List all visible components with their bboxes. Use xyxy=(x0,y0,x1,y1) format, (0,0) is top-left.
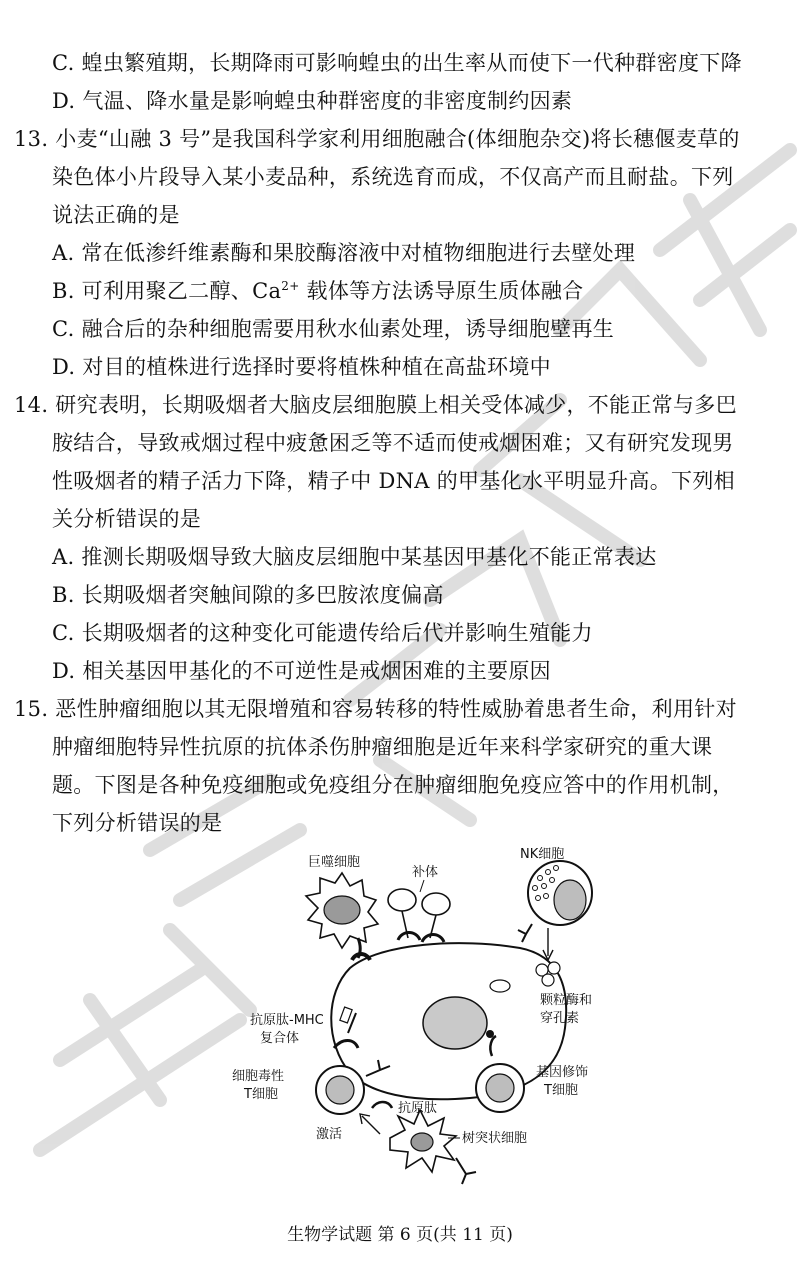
label-modified-t-1: 基因修饰 xyxy=(536,1065,589,1080)
page-footer: 生物学试题 第 6 页(共 11 页) xyxy=(287,1225,513,1245)
label-activate: 激活 xyxy=(316,1127,343,1142)
dendritic-cell xyxy=(390,1110,476,1184)
q14-stem-line4: 关分析错误的是 xyxy=(52,507,202,531)
q15-stem-line4: 下列分析错误的是 xyxy=(52,811,223,835)
label-cytotoxic-t-2: T细胞 xyxy=(244,1087,278,1102)
label-mhc-2: 复合体 xyxy=(260,1031,300,1046)
q13-option-d: D. 对目的植株进行选择时要将植株种植在高盐环境中 xyxy=(52,355,551,379)
q13-option-b-superscript: 2+ xyxy=(281,279,300,293)
label-mhc-1: 抗原肽-MHC xyxy=(250,1013,324,1028)
q14-stem-line1: 14. 研究表明，长期吸烟者大脑皮层细胞膜上相关受体减少，不能正常与多巴 xyxy=(14,393,737,417)
complement-molecules xyxy=(388,889,450,942)
label-nk-cell: NK细胞 xyxy=(520,847,565,862)
q13-stem-line3: 说法正确的是 xyxy=(52,203,180,227)
q14-stem-line2: 胺结合，导致戒烟过程中疲惫困乏等不适而使戒烟困难；又有研究发现男 xyxy=(52,431,734,455)
q14-option-b: B. 长期吸烟者突触间隙的多巴胺浓度偏高 xyxy=(52,583,444,607)
antigen-peptide-binding xyxy=(372,1102,392,1108)
q13-option-b-text-end: 载体等方法诱导原生质体融合 xyxy=(299,279,584,303)
q15-stem-line1: 15. 恶性肿瘤细胞以其无限增殖和容易转移的特性威胁着患者生命，利用针对 xyxy=(14,697,737,721)
label-cytotoxic-t-1: 细胞毒性 xyxy=(232,1069,285,1084)
q13-stem-line1: 13. 小麦“山融 3 号”是我国科学家利用细胞融合(体细胞杂交)将长穗偃麦草的 xyxy=(14,127,740,151)
immune-mechanism-diagram xyxy=(230,838,790,1213)
q14-option-d: D. 相关基因甲基化的不可逆性是戒烟困难的主要原因 xyxy=(52,659,551,683)
label-antigen-peptide: 抗原肽 xyxy=(398,1101,438,1116)
q15-stem-line3: 题。下图是各种免疫细胞或免疫组分在肿瘤细胞免疫应答中的作用机制， xyxy=(52,773,734,797)
q14-option-c: C. 长期吸烟者的这种变化可能遗传给后代并影响生殖能力 xyxy=(52,621,593,645)
label-modified-t-2: T细胞 xyxy=(544,1083,578,1098)
q13-option-a: A. 常在低渗纤维素酶和果胶酶溶液中对植物细胞进行去壁处理 xyxy=(52,241,636,265)
q14-option-a: A. 推测长期吸烟导致大脑皮层细胞中某基因甲基化不能正常表达 xyxy=(52,545,657,569)
label-dendritic: 树突状细胞 xyxy=(462,1131,528,1146)
q13-stem-line2: 染色体小片段导入某小麦品种，系统选育而成，不仅高产而且耐盐。下列 xyxy=(52,165,734,189)
q14-stem-line3: 性吸烟者的精子活力下降，精子中 DNA 的甲基化水平明显升高。下列相 xyxy=(52,469,735,493)
label-granzyme-2: 穿孔素 xyxy=(540,1011,580,1026)
label-complement: 补体 xyxy=(412,865,439,880)
q12-option-c: C. 蝗虫繁殖期，长期降雨可影响蝗虫的出生率从而使下一代种群密度下降 xyxy=(52,51,742,75)
q13-option-c: C. 融合后的杂种细胞需要用秋水仙素处理，诱导细胞壁再生 xyxy=(52,317,615,341)
nk-cell xyxy=(518,861,592,942)
q13-option-b-text: B. 可利用聚乙二醇、Ca xyxy=(52,279,282,303)
label-macrophage: 巨噬细胞 xyxy=(308,855,361,870)
macrophage-cell xyxy=(306,873,378,960)
q13-option-b xyxy=(52,276,583,306)
q12-option-d: D. 气温、降水量是影响蝗虫种群密度的非密度制约因素 xyxy=(52,89,573,113)
label-granzyme-1: 颗粒酶和 xyxy=(540,993,593,1008)
q15-stem-line2: 肿瘤细胞特异性抗原的抗体杀伤肿瘤细胞是近年来科学家研究的重大课 xyxy=(52,735,713,759)
